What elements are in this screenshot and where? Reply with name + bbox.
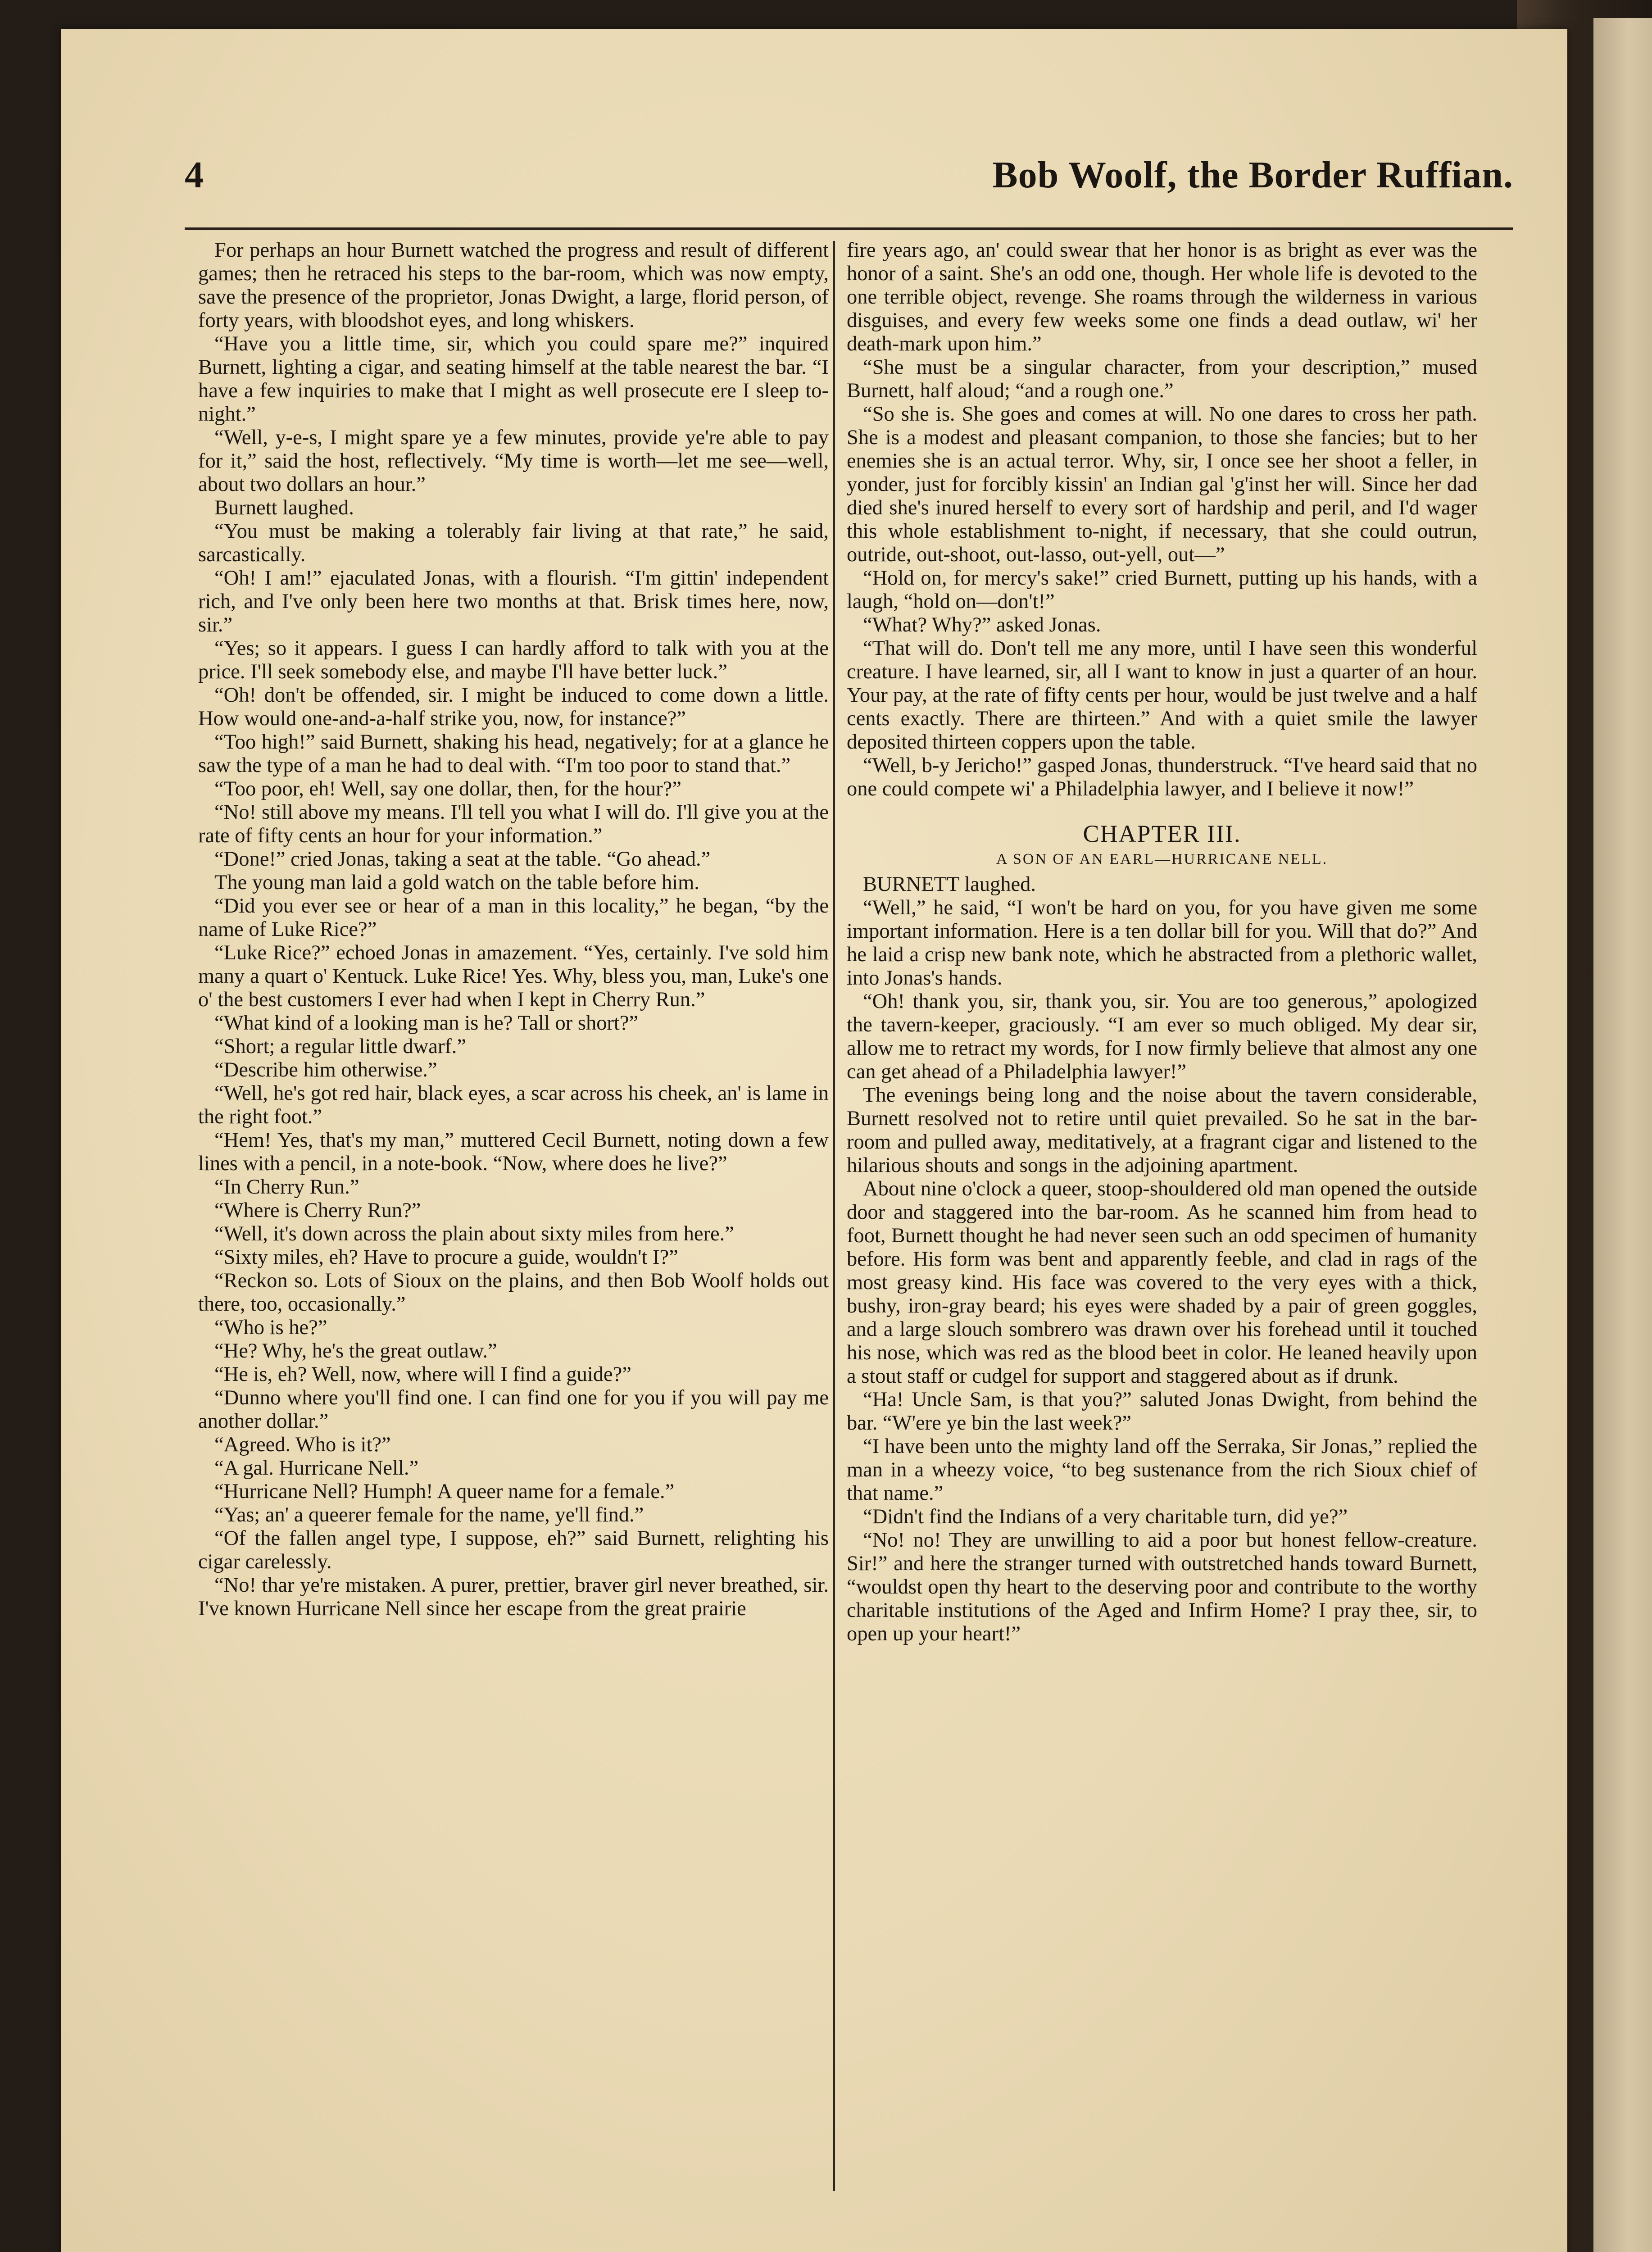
paragraph: “What? Why?” asked Jonas. bbox=[863, 613, 1101, 636]
paragraph: “Luke Rice?” echoed Jonas in amazement. “Yes, certainly. I've sold him many a quart o' Kentuck. Luke Rice! Yes. Why, bless you, man, Luke's one o' the best customers I ever had when I kept in Cherry Run.” bbox=[198, 941, 829, 1011]
paragraph: “He is, eh? Well, now, where will I find a guide?” bbox=[214, 1363, 631, 1386]
paragraph: “Didn't find the Indians of a very charitable turn, did ye?” bbox=[863, 1505, 1348, 1528]
paragraph: “Where is Cherry Run?” bbox=[214, 1199, 421, 1222]
paragraph: “Of the fallen angel type, I suppose, eh?” said Burnett, relighting his cigar carelessly. bbox=[198, 1527, 829, 1573]
paragraph: Burnett laughed. bbox=[214, 496, 354, 519]
paragraph: “That will do. Don't tell me any more, until I have seen this wonderful creature. I have learned, sir, all I want to know in just a quarter of an hour. Your pay, at the rate of fifty cents per hour, would be just twelve and a half cents exactly. There are thirteen.” And with a quiet smile the lawyer deposited thirteen coppers upon the table. bbox=[847, 637, 1477, 754]
paragraph: The evenings being long and the noise about the tavern considerable, Burnett resolved not to retire until quiet prevailed. So he sat in the bar-room and pulled away, meditatively, at a fragrant cigar and listened to the hilarious shouts and songs in the adjoining apartment. bbox=[847, 1084, 1477, 1177]
paragraph: “Yas; an' a queerer female for the name, ye'll find.” bbox=[214, 1503, 644, 1526]
paragraph: “Oh! don't be offended, sir. I might be induced to come down a little. How would one-and-a-half strike you, now, for instance?” bbox=[198, 684, 829, 730]
paragraph: “Who is he?” bbox=[214, 1316, 327, 1339]
paragraph: “You must be making a tolerably fair living at that rate,” he said, sarcastically. bbox=[198, 520, 829, 566]
paragraph: “Oh! I am!” ejaculated Jonas, with a flourish. “I'm gittin' independent rich, and I've only been here two months at that. Brisk times here, now, sir.” bbox=[198, 567, 829, 636]
paragraph: The young man laid a gold watch on the table before him. bbox=[214, 871, 699, 894]
paragraph: “Hold on, for mercy's sake!” cried Burnett, putting up his hands, with a laugh, “hold on—don't!” bbox=[847, 567, 1477, 613]
paragraph: “In Cherry Run.” bbox=[214, 1176, 359, 1199]
page-number: 4 bbox=[185, 154, 204, 196]
paragraph: “Well, y-e-s, I might spare ye a few minutes, provide ye're able to pay for it,” said the host, reflectively. “My time is worth—let me see—well, about two dollars an hour.” bbox=[198, 426, 829, 496]
paragraph: “What kind of a looking man is he? Tall or short?” bbox=[214, 1012, 639, 1035]
book-page bbox=[61, 29, 1567, 2252]
paragraph: fire years ago, an' could swear that her honor is as bright as ever was the honor of a saint. She's an odd one, though. Her whole life is devoted to the one terrible object, revenge. She roams through the wilderness in various disguises, and every few weeks some one finds a dead outlaw, wi' her death-mark upon him.” bbox=[847, 239, 1477, 355]
paragraph: For perhaps an hour Burnett watched the progress and result of different games; then he retraced his steps to the bar-room, which was now empty, save the presence of the proprietor, Jonas Dwight, a large, florid person, of forty years, with bloodshot eyes, and long whiskers. bbox=[198, 239, 829, 332]
paragraph: “Well, b-y Jericho!” gasped Jonas, thunderstruck. “I've heard said that no one could compete wi' a Philadelphia lawyer, and I believe it now!” bbox=[847, 754, 1477, 800]
paragraph: “A gal. Hurricane Nell.” bbox=[214, 1457, 419, 1480]
adjacent-page-edge bbox=[1593, 18, 1652, 2252]
paragraph: “No! no! They are unwilling to aid a poor but honest fellow-creature. Sir!” and here the stranger turned with outstretched hands toward Burnett, “wouldst open thy heart to the deserving poor and contribute to the worthy charitable institutions of the Aged and Infirm Home? I pray thee, sir, to open up your heart!” bbox=[847, 1529, 1477, 1645]
paragraph: “She must be a singular character, from your description,” mused Burnett, half aloud; “and a rough one.” bbox=[847, 356, 1477, 402]
paragraph: “No! thar ye're mistaken. A purer, prettier, braver girl never breathed, sir. I've known Hurricane Nell since her escape from the great prairie bbox=[198, 1574, 829, 1620]
paragraph: “Hurricane Nell? Humph! A queer name for a female.” bbox=[214, 1480, 675, 1503]
paragraph: “I have been unto the mighty land off the Serraka, Sir Jonas,” replied the man in a wheezy voice, “to beg sustenance from the rich Sioux chief of that name.” bbox=[847, 1435, 1477, 1505]
paragraph: “Ha! Uncle Sam, is that you?” saluted Jonas Dwight, from behind the bar. “W'ere ye bin the last week?” bbox=[847, 1388, 1477, 1435]
paragraph: “Short; a regular little dwarf.” bbox=[214, 1035, 467, 1058]
paragraph: “Reckon so. Lots of Sioux on the plains, and then Bob Woolf holds out there, too, occasionally.” bbox=[198, 1269, 829, 1316]
paragraph: “No! still above my means. I'll tell you what I will do. I'll give you at the rate of fifty cents an hour for your information.” bbox=[198, 801, 829, 847]
paragraph: “Sixty miles, eh? Have to procure a guide, wouldn't I?” bbox=[214, 1246, 678, 1269]
left-column bbox=[198, 239, 829, 2211]
paragraph: “Agreed. Who is it?” bbox=[214, 1433, 391, 1456]
paragraph: “Too high!” said Burnett, shaking his head, negatively; for at a glance he saw the type of a man he had to deal with. “I'm too poor to stand that.” bbox=[198, 731, 829, 777]
running-title: Bob Woolf, the Border Ruffian. bbox=[992, 154, 1513, 196]
paragraph: “Done!” cried Jonas, taking a seat at the table. “Go ahead.” bbox=[214, 848, 711, 871]
chapter-title: CHAPTER III. bbox=[1083, 820, 1241, 847]
header-rule bbox=[185, 227, 1513, 230]
paragraph: “Well, it's down across the plain about sixty miles from here.” bbox=[214, 1222, 734, 1245]
paragraph: BURNETT laughed. bbox=[863, 873, 1036, 896]
chapter-subtitle: A SON OF AN EARL—HURRICANE NELL. bbox=[996, 851, 1328, 867]
paragraph: “Oh! thank you, sir, thank you, sir. You are too generous,” apologized the tavern-keeper, graciously. “I am ever so much obliged. My dear sir, allow me to retract my words, for I now firmly believe that almost any one can get ahead of a Philadelphia lawyer!” bbox=[847, 990, 1477, 1083]
paragraph: “Well, he's got red hair, black eyes, a scar across his cheek, an' is lame in the right foot.” bbox=[198, 1082, 829, 1128]
paragraph: “Well,” he said, “I won't be hard on you, for you have given me some important information. Here is a ten dollar bill for you. Will that do?” And he laid a crisp new bank note, which he abstracted from a plethoric wallet, into Jonas's hands. bbox=[847, 896, 1477, 990]
column-divider bbox=[833, 241, 835, 2191]
paragraph: “Hem! Yes, that's my man,” muttered Cecil Burnett, noting down a few lines with a pencil, in a note-book. “Now, where does he live?” bbox=[198, 1129, 829, 1175]
right-column bbox=[847, 239, 1477, 2211]
paragraph: “Dunno where you'll find one. I can find one for you if you will pay me another dollar.” bbox=[198, 1386, 829, 1433]
paragraph: “Did you ever see or hear of a man in this locality,” he began, “by the name of Luke Rice?” bbox=[198, 894, 829, 941]
paragraph: “Yes; so it appears. I guess I can hardly afford to talk with you at the price. I'll seek somebody else, and maybe I'll have better luck.” bbox=[198, 637, 829, 683]
page-header bbox=[185, 153, 1513, 212]
paragraph: “He? Why, he's the great outlaw.” bbox=[214, 1339, 497, 1362]
paragraph: “Too poor, eh! Well, say one dollar, then, for the hour?” bbox=[214, 777, 681, 800]
paragraph: “Describe him otherwise.” bbox=[214, 1058, 437, 1081]
paragraph: “So she is. She goes and comes at will. No one dares to cross her path. She is a modest and pleasant companion, to those she fancies; but to her enemies she is an actual terror. Why, sir, I once see her shoot a feller, in yonder, just for forcibly kissin' an Indian gal 'g'inst her will. Since her dad died she's inured herself to every sort of hardship and peril, and I'd wager this whole establishment to-night, if necessary, that she could outrun, outride, out-shoot, out-lasso, out-yell, out—” bbox=[847, 403, 1477, 566]
paragraph: About nine o'clock a queer, stoop-shouldered old man opened the outside door and staggered into the bar-room. As he scanned him from head to foot, Burnett thought he had never seen such an odd specimen of humanity before. His form was bent and apparently feeble, and clad in rags of the most greasy kind. His face was covered to the very eyes with a thick, bushy, iron-gray beard; his eyes were shaded by a pair of green goggles, and a large slouch sombrero was drawn over his forehead until it touched his nose, which was red as the blood beet in color. He leaned heavily upon a stout staff or cudgel for support and staggered about as if drunk. bbox=[847, 1177, 1477, 1388]
paragraph: “Have you a little time, sir, which you could spare me?” inquired Burnett, lighting a cigar, and seating himself at the table nearest the bar. “I have a few inquiries to make that I might as well prosecute ere I sleep to-night.” bbox=[198, 332, 829, 426]
